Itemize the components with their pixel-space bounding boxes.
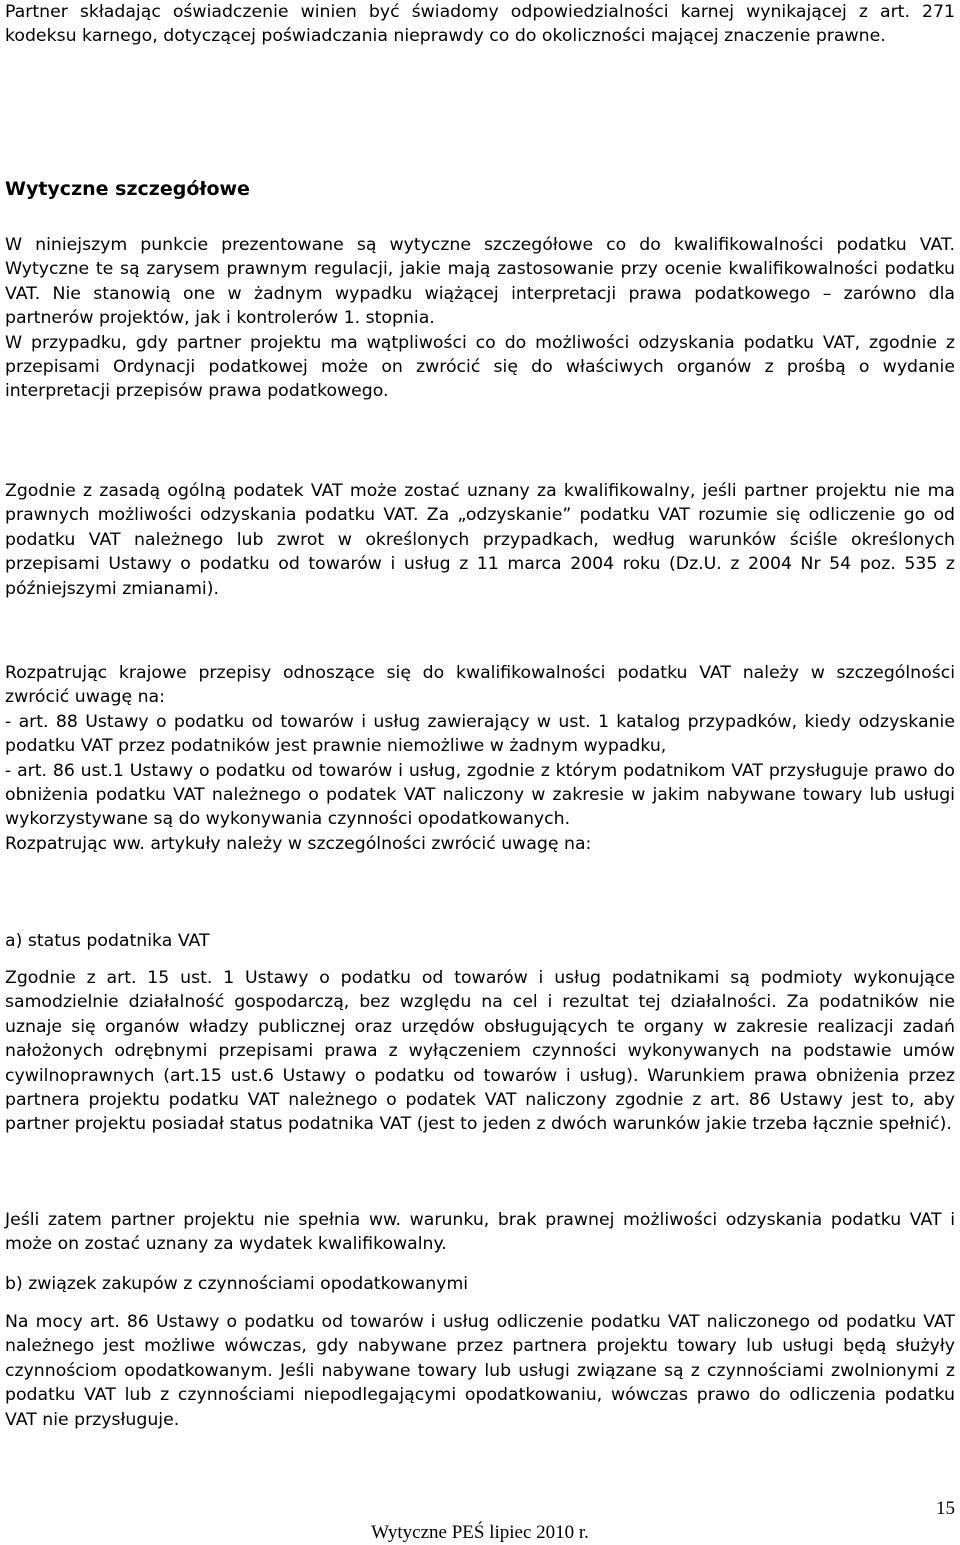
paragraph-purchases: Na mocy art. 86 Ustawy o podatku od towarów i usług odliczenie podatku VAT naliczonego od podatku VAT należnego jest możliwe wówczas, gdy nabywane przez partnera projektu towary lub usługi będą służyły czynnościom opodatkowanym. Jeśli nabywane towary lub usługi związane są z czynnościami zwolnionymi z podatku VAT lub z czynnościami niepodlegającymi opodatkowaniu, wówczas prawo do odliczenia podatku VAT nie przysługuje. (5, 1312, 955, 1430)
list-item-art-86: - art. 86 ust.1 Ustawy o podatku od towarów i usług, zgodnie z którym podatnikom VAT przysługuje prawo do obniżenia podatku VAT należnego o podatek VAT naliczony w zakresie w jakim nabywane towary lub usługi wykorzystywane są do wykonywania czynności opodatkowanych. (5, 760, 955, 830)
paragraph-general-rule: Zgodnie z zasadą ogólną podatek VAT może zostać uznany za kwalifikowalny, jeśli partner projektu nie ma prawnych możliwości odzyskania podatku VAT. Za „odzyskanie” podatku VAT rozumie się odliczenie go od podatku VAT należnego lub zwrot w określonych przypadkach, według warunków ściśle określonych przepisami Ustawy o podatku od towarów i usług z 11 marca 2004 roku (Dz.U. z 2004 Nr 54 poz. 535 z późniejszymi zmianami). (5, 481, 955, 599)
paragraph-guidelines (5, 233, 955, 404)
paragraph-condition: Jeśli zatem partner projektu nie spełnia ww. warunku, brak prawnej możliwości odzyskania podatku VAT i może on zostać uznany za wydatek kwalifikowalny. (5, 1210, 955, 1255)
page-number: 15 (936, 1498, 955, 1519)
paragraph-guidelines-doubts: W przypadku, gdy partner projektu ma wątpliwości co do możliwości odzyskania podatku VAT, zgodnie z przepisami Ordynacji podatkowej może on zwrócić się do właściwych organów z prośbą o wydanie interpretacji przepisów prawa podatkowego. (5, 332, 955, 402)
section-heading: Wytyczne szczegółowe (5, 178, 250, 200)
paragraph-national-provisions (5, 661, 955, 856)
paragraph-provisions-note: Rozpatrując ww. artykuły należy w szczególności zwrócić uwagę na: (5, 833, 592, 854)
list-item-art-88: - art. 88 Ustawy o podatku od towarów i usług zawierający w ust. 1 katalog przypadków, kiedy odzyskanie podatku VAT przez podatników jest prawnie niemożliwe w żadnym wypadku, (5, 711, 955, 757)
subheading-purchases: b) związek zakupów z czynnościami opodatkowanymi (5, 1274, 469, 1294)
paragraph-taxpayer-status: Zgodnie z art. 15 ust. 1 Ustawy o podatku od towarów i usług podatnikami są podmioty wykonujące samodzielnie działalność gospodarczą, bez względu na cel i rezultat tej działalności. Za podatników nie uznaje się organów władzy publicznej oraz urzędów obsługujących te organy w zakresie realizacji zadań nałożonych odrębnymi przepisami prawa z wyłączeniem czynności wykonywanych na podstawie umów cywilnoprawnych (art.15 ust.6 Ustawy o podatku od towarów i usług). Warunkiem prawa obniżenia przez partnera projektu podatku VAT należnego o podatek VAT naliczony zgodnie z art. 86 Ustawy jest to, aby partner projektu posiadał status podatnika VAT (jest to jeden z dwóch warunków jakie trzeba łącznie spełnić). (5, 968, 955, 1135)
page-footer: Wytyczne PEŚ lipiec 2010 r. (371, 1522, 589, 1543)
paragraph-guidelines-intro: W niniejszym punkcie prezentowane są wytyczne szczegółowe co do kwalifikowalności podatku VAT. Wytyczne te są zarysem prawnym regulacji, jakie mają zastosowanie przy ocenie kwalifikowalności podatku VAT. Nie stanowią one w żadnym wypadku wiążącej interpretacji prawa podatkowego – zarówno dla partnerów projektów, jak i kontrolerów 1. stopnia. (5, 235, 955, 329)
paragraph-declaration: Partner składając oświadczenie winien być świadomy odpowiedzialności karnej wynikającej z art. 271 kodeksu karnego, dotyczącej poświadczania nieprawdy co do okoliczności mającej znaczenie prawne. (5, 2, 955, 47)
subheading-taxpayer-status: a) status podatnika VAT (5, 931, 210, 951)
paragraph-provisions-intro: Rozpatrując krajowe przepisy odnoszące się do kwalifikowalności podatku VAT należy w szczególności zwrócić uwagę na: (5, 663, 955, 708)
